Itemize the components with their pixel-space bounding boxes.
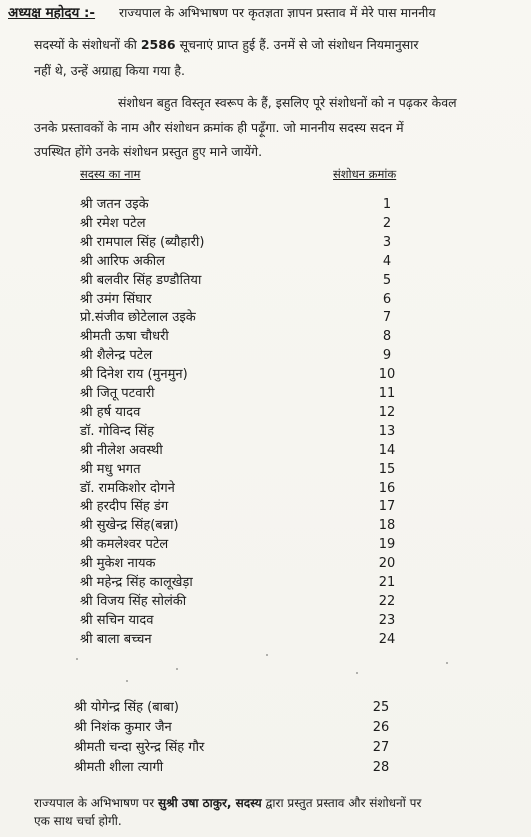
- member-name: श्री नीलेश अवस्थी: [80, 442, 163, 458]
- member-name: श्री कमलेश्वर पटेल: [80, 537, 169, 553]
- intro-line-1: राज्यपाल के अभिभाषण पर कृतज्ञता ज्ञापन प्रस्ताव में मेरे पास माननीय: [119, 5, 436, 20]
- amendment-number: 10: [378, 367, 396, 383]
- table-row: [0, 195, 531, 214]
- table-row: [0, 497, 531, 516]
- para2-line-1: संशोधन बहुत विस्तृत स्वरूप के हैं, इसलिए पूरे संशोधनों को न पढ़कर केवल: [118, 95, 457, 110]
- amendment-number: 5: [382, 272, 392, 288]
- amendment-number: 1: [382, 197, 392, 212]
- table-row: [0, 365, 531, 384]
- amendment-number: 4: [382, 253, 392, 269]
- table-row: [0, 592, 531, 611]
- table-row: [0, 630, 531, 649]
- table-row: [0, 271, 531, 290]
- closing-line-1: राज्यपाल के अभिभाषण पर सुश्री उषा ठाकुर, सदस्य द्वारा प्रस्तुत प्रस्ताव और संशोधनों पर: [34, 796, 422, 810]
- member-name: श्री बाला बच्चन: [80, 631, 152, 647]
- member-name: डॉ. रामकिशोर दोगने: [80, 480, 175, 496]
- amendment-number: 22: [378, 593, 396, 609]
- table-row: [0, 403, 531, 422]
- amendment-number: 3: [382, 234, 392, 250]
- member-name: श्री हर्ष यादव: [80, 404, 141, 420]
- amendment-number: 28: [372, 760, 390, 775]
- table-row: [0, 698, 531, 717]
- mover-name: सुश्री उषा ठाकुर, सदस्य: [157, 796, 262, 810]
- amendment-number: 23: [378, 612, 396, 628]
- member-name: श्री सचिन यादव: [80, 612, 154, 628]
- amendment-number: 20: [378, 556, 396, 572]
- intro-line-2: सदस्यों के संशोधनों की 2586 सूचनाएं प्राप्त हुई हैं. उनमें से जो संशोधन नियमानुसार: [34, 37, 419, 52]
- amendment-number: 9: [382, 348, 392, 364]
- table-row: [0, 479, 531, 498]
- amendment-number: 6: [382, 291, 392, 307]
- member-name: श्री आरिफ अकील: [80, 253, 165, 269]
- amendment-number: 15: [378, 461, 396, 477]
- amendment-number: 21: [378, 575, 396, 590]
- speaker-label: अध्यक्ष महोदय :-: [8, 5, 96, 21]
- table-row: [0, 573, 531, 592]
- member-name: श्री मधु भगत: [80, 461, 141, 477]
- member-name: श्री हरदीप सिंह डंग: [80, 499, 169, 515]
- member-name: श्री उमंग सिंघार: [80, 291, 152, 307]
- amendment-number: 14: [378, 442, 396, 458]
- table-row: [0, 738, 531, 757]
- amendment-number: 13: [378, 423, 396, 439]
- table-row: [0, 308, 531, 327]
- scan-speckle: [36, 650, 496, 690]
- member-name: श्रीमती चन्दा सुरेन्द्र सिंह गौर: [74, 740, 205, 755]
- amendment-number: 12: [378, 404, 396, 420]
- amendment-number: 25: [372, 700, 390, 715]
- member-name: श्री जतन उइके: [80, 197, 149, 212]
- amendment-number: 26: [372, 720, 390, 735]
- member-name: श्रीमती ऊषा चौधरी: [80, 329, 169, 345]
- para2-line-3: उपस्थित होंगे उनके संशोधन प्रस्तुत हुए माने जायेंगे.: [34, 144, 263, 159]
- table-row: [0, 611, 531, 630]
- table-row: [0, 516, 531, 535]
- member-name: श्री महेन्द्र सिंह कालूखेड़ा: [80, 575, 193, 590]
- table-row: [0, 535, 531, 554]
- member-name: श्री शैलेन्द्र पटेल: [80, 348, 153, 364]
- amendment-number: 2: [382, 215, 392, 231]
- member-name: श्री मुकेश नायक: [80, 556, 156, 572]
- member-name: श्रीमती शीला त्यागी: [74, 760, 164, 775]
- intro-line-3: नहीं थे, उन्हें अग्राह्य किया गया है.: [34, 63, 185, 78]
- member-name: डॉ. गोविन्द सिंह: [80, 423, 154, 439]
- column-header-member-name: सदस्य का नाम: [80, 167, 141, 181]
- table-row: [0, 290, 531, 309]
- table-row: [0, 214, 531, 233]
- amendment-number: 7: [382, 310, 392, 326]
- amendment-number: 8: [382, 329, 392, 345]
- amendment-number: 18: [378, 518, 396, 534]
- table-row: [0, 233, 531, 252]
- table-row: [0, 384, 531, 403]
- member-name: श्री विजय सिंह सोलंकी: [80, 593, 187, 609]
- table-row: [0, 718, 531, 737]
- para2-line-2: उनके प्रस्तावकों के नाम और संशोधन क्रमांक ही पढ़ूँगा. जो माननीय सदस्य सदन में: [34, 120, 404, 135]
- member-name: श्री सुखेन्द्र सिंह(बन्ना): [80, 518, 179, 534]
- table-row: [0, 554, 531, 573]
- member-name: श्री रमेश पटेल: [80, 215, 146, 231]
- member-name: श्री बलवीर सिंह डण्डौतिया: [80, 272, 202, 288]
- table-row: [0, 441, 531, 460]
- amendment-number: 17: [378, 499, 396, 515]
- column-header-amendment-number: संशोधन क्रमांक: [333, 167, 397, 181]
- amendment-number: 11: [378, 386, 396, 401]
- table-row: [0, 460, 531, 479]
- closing-line-2: एक साथ चर्चा होगी.: [34, 814, 122, 828]
- member-name: श्री निशंक कुमार जैन: [74, 720, 172, 735]
- amendment-number: 19: [378, 537, 396, 553]
- member-name: श्री दिनेश राय (मुनमुन): [80, 367, 188, 383]
- table-row: [0, 422, 531, 441]
- table-row: [0, 346, 531, 365]
- table-row: [0, 758, 531, 777]
- notice-count: 2586: [140, 37, 176, 52]
- amendment-number: 16: [378, 480, 396, 496]
- amendment-number: 27: [372, 740, 390, 755]
- table-row: [0, 252, 531, 271]
- amendment-number: 24: [378, 631, 396, 647]
- member-name: श्री रामपाल सिंह (ब्यौहारी): [80, 234, 205, 250]
- member-name: श्री योगेन्द्र सिंह (बाबा): [74, 700, 179, 715]
- member-name: प्रो.संजीव छोटेलाल उइके: [80, 310, 196, 326]
- member-name: श्री जितू पटवारी: [80, 386, 155, 401]
- table-row: [0, 327, 531, 346]
